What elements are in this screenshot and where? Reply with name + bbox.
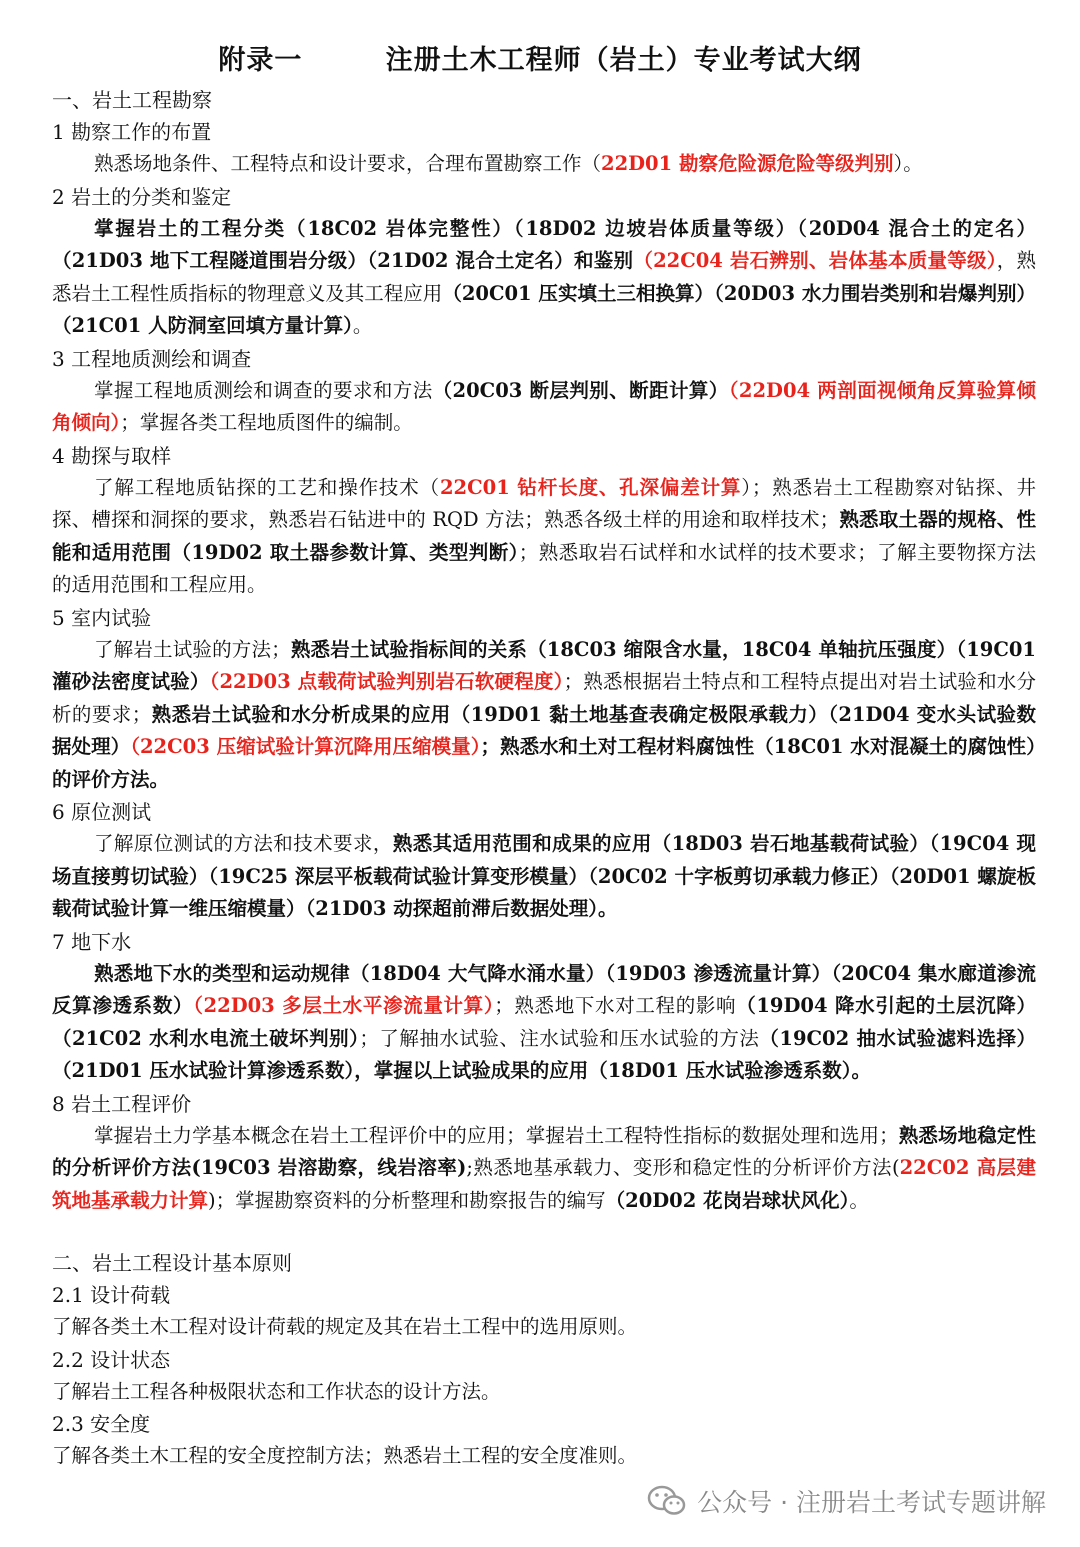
item-heading: 2 岩土的分类和鉴定 — [52, 184, 232, 209]
section-heading: 二、岩土工程设计基本原则 — [52, 1251, 292, 1275]
watermark — [647, 1483, 1046, 1519]
watermark-text: 公众号 · 注册岩土考试专题讲解 — [697, 1488, 1046, 1517]
item-heading: 8 岩土工程评价 — [52, 1091, 192, 1116]
paragraph: 掌握工程地质测绘和调查的要求和方法（20C03 断层判别、断距计算）（22D04 两剖面视倾角反算验算倾角倾向）；掌握各类工程地质图件的编制。 — [52, 378, 1036, 434]
paragraph: 掌握岩土的工程分类（18C02 岩体完整性）（18D02 边坡岩体质量等级）（20D04 混合土的定名）（21D03 地下工程隧道围岩分级）（21D02 混合土定名）和鉴别（22C04 岩石辨别、岩体基本质量等级），熟悉岩土工程性质指标的物理意义及其工程应用（20C01 压实填土三相换算）（20D03 水力围岩类别和岩爆判别）（21C01 人防洞室回填方量计算）。 — [52, 216, 1036, 337]
paragraph: 了解各类土木工程的安全度控制方法；熟悉岩土工程的安全度准则。 — [52, 1444, 638, 1467]
section-heading: 一、岩土工程勘察 — [52, 88, 212, 112]
paragraph: 了解岩土工程各种极限状态和工作状态的设计方法。 — [52, 1379, 501, 1403]
paragraph: 掌握岩土力学基本概念在岩土工程评价中的应用；掌握岩土工程特性指标的数据处理和选用；熟悉场地稳定性的分析评价方法(19C03 岩溶勘察，线岩溶率);熟悉地基承载力、变形和稳定性的分析评价方法(22C02 高层建筑地基承载力计算)；掌握勘察资料的分析整理和勘察报告的编写（20D02 花岗岩球状风化）。 — [52, 1123, 1036, 1212]
spacer — [52, 1217, 1036, 1247]
paragraph: 熟悉地下水的类型和运动规律（18D04 大气降水涌水量）（19D03 渗透流量计算）（20C04 集水廊道渗流反算渗透系数）（22D03 多层土水平渗流量计算）；熟悉地下水对工程的影响（19D04 降水引起的土层沉降）（21C02 水利水电流土破坏判别）；了解抽水试验、注水试验和压水试验的方法（19C02 抽水试验滤料选择）（21D01 压水试验计算渗透系数），掌握以上试验成果的应用（18D01 压水试验渗透系数）。 — [52, 961, 1036, 1082]
paragraph: 了解岩土试验的方法；熟悉岩土试验指标间的关系（18C03 缩限含水量，18C04 单轴抗压强度）（19C01 灌砂法密度试验）（22D03 点载荷试验判别岩石软硬程度）；熟悉根据岩土特点和工程特点提出对岩土试验和水分析的要求；熟悉岩土试验和水分析成果的应用（19D01 黏土地基查表确定极限承载力）（21D04 变水头试验数据处理）（22C03 压缩试验计算沉降用压缩模量）；熟悉水和土对工程材料腐蚀性（18C01 水对混凝土的腐蚀性）的评价方法。 — [52, 637, 1036, 791]
item-heading: 3 工程地质测绘和调查 — [52, 346, 252, 371]
item-heading: 2.2 设计状态 — [52, 1347, 171, 1372]
item-heading: 7 地下水 — [52, 929, 132, 954]
paragraph: 了解各类土木工程对设计荷载的规定及其在岩土工程中的选用原则。 — [52, 1315, 638, 1338]
item-heading: 4 勘探与取样 — [52, 443, 172, 468]
item-heading: 6 原位测试 — [52, 800, 152, 824]
paragraph: 了解工程地质钻探的工艺和操作技术（22C01 钻杆长度、孔深偏差计算）；熟悉岩土工程勘察对钻探、井探、槽探和洞探的要求，熟悉岩石钻进中的 RQD 方法；熟悉各级土样的用途和取样技术；熟悉取土器的规格、性能和适用范围（19D02 取土器参数计算、类型判断）；熟悉取岩石试样和水试样的技术要求；了解主要物探方法的适用范围和工程应用。 — [52, 475, 1036, 596]
paragraph: 熟悉场地条件、工程特点和设计要求，合理布置勘察工作（22D01 勘察危险源危险等级判别）。 — [94, 152, 923, 175]
item-heading: 5 室内试验 — [52, 605, 152, 630]
item-heading: 2.3 安全度 — [52, 1412, 151, 1436]
item-heading: 2.1 设计荷载 — [52, 1283, 171, 1307]
paragraph: 了解原位测试的方法和技术要求，熟悉其适用范围和成果的应用（18D03 岩石地基载荷试验）（19C04 现场直接剪切试验）（19C25 深层平板载荷试验计算变形模量）（20C02 十字板剪切承载力修正）（20D01 螺旋板载荷试验计算一维压缩模量）（21D03 动探超前滞后数据处理）。 — [52, 832, 1036, 920]
document-body — [52, 84, 1036, 1473]
wechat-icon — [647, 1484, 687, 1518]
page-title: 附录一 注册土木工程师（岩土）专业考试大纲 — [218, 45, 862, 76]
item-heading: 1 勘察工作的布置 — [52, 120, 212, 144]
